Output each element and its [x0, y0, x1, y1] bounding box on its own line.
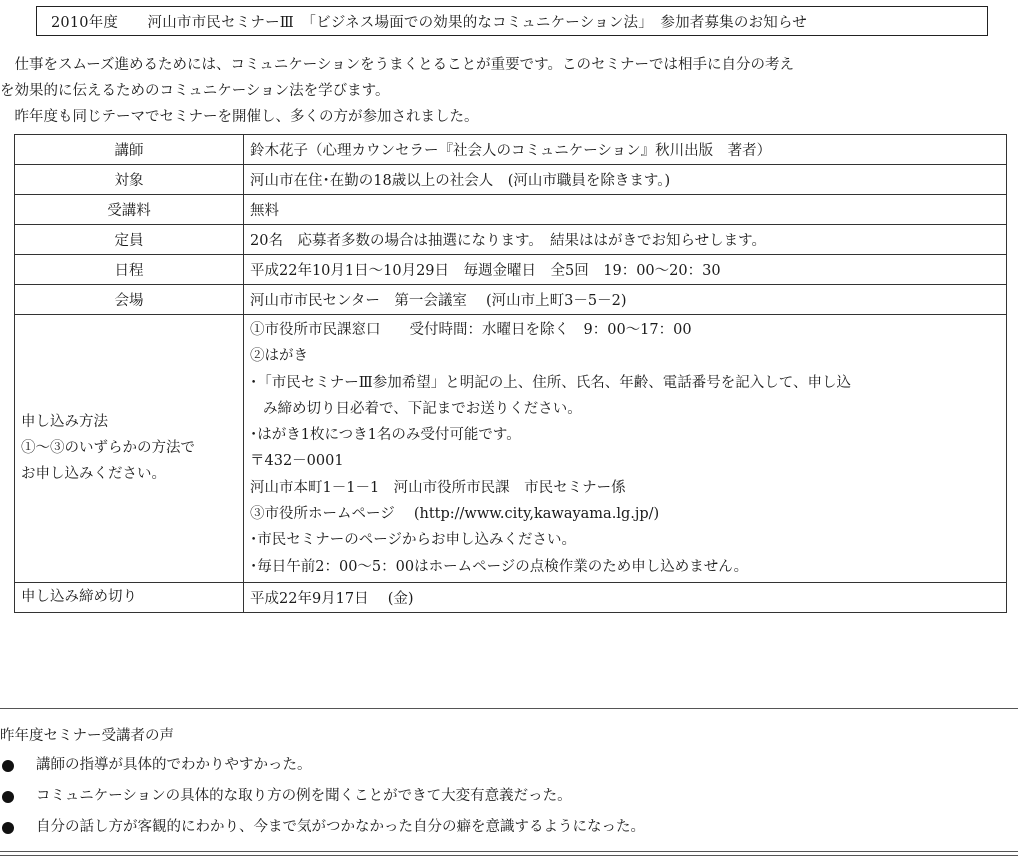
voice-text: 自分の話し方が客観的にわかり、今まで気がつかなかった自分の癖を意識するようになった。 — [36, 819, 645, 835]
label-capacity: 定員 — [15, 225, 244, 255]
notice-title-text: 2010年度 河山市市民セミナーⅢ 「ビジネス場面での効果的なコミュニケーション法」 参加者募集のお知らせ — [51, 14, 807, 31]
apply-line-9: ･市民セミナーのページからお申し込みください。 — [250, 532, 576, 549]
label-fee: 受講料 — [15, 195, 244, 225]
table-row-instructor — [15, 135, 1007, 165]
table-row-apply — [15, 315, 1007, 583]
apply-label-line-2: ①～③のいずらかの方法で — [21, 440, 195, 457]
table-row-target — [15, 165, 1007, 195]
apply-line-3: ･「市民セミナーⅢ参加希望」と明記の上、住所、氏名、年齢、電話番号を記入して、申し込 — [250, 374, 851, 391]
voice-text: コミュニケーションの具体的な取り方の例を聞くことができて大変有意義だった。 — [36, 788, 572, 804]
value-apply — [244, 315, 1007, 583]
apply-line-2: ②はがき — [250, 348, 308, 365]
apply-line-5: ･はがき1枚につき1名のみ受付可能です。 — [250, 427, 521, 444]
value-instructor: 鈴木花子（心理カウンセラー『社会人のコミュニケーション』秋川出版 著者） — [244, 135, 1007, 165]
voice-text: 講師の指導が具体的でわかりやすかった。 — [36, 757, 312, 773]
label-target: 対象 — [15, 165, 244, 195]
table-row-capacity — [15, 225, 1007, 255]
bullet-icon — [2, 760, 14, 772]
label-deadline: 申し込み締め切り — [15, 582, 244, 612]
apply-line-7: 河山市本町1－1－1 河山市役所市民課 市民セミナー係 — [250, 479, 626, 496]
voice-item — [0, 750, 1018, 781]
label-schedule: 日程 — [15, 255, 244, 285]
bullet-icon — [2, 822, 14, 834]
value-target: 河山市在住･在勤の18歳以上の社会人 (河山市職員を除きます。) — [244, 165, 1007, 195]
table-row-deadline — [15, 582, 1007, 612]
intro-line-1: 仕事をスムーズ進めるためには、コミュニケーションをうまくとることが重要です。このセミナーでは相手に自分の考え — [14, 57, 795, 73]
value-venue: 河山市市民センター 第一会議室 (河山市上町3－5－2) — [244, 285, 1007, 315]
label-venue: 会場 — [15, 285, 244, 315]
value-capacity: 20名 応募者多数の場合は抽選になります。 結果ははがきでお知らせします。 — [244, 225, 1007, 255]
seminar-info-table — [14, 134, 1007, 613]
apply-line-10: ･毎日午前2：00～5：00はホームページの点検作業のため申し込めません。 — [250, 558, 749, 575]
voice-item — [0, 781, 1018, 812]
apply-label-line-3: お申し込みください。 — [21, 466, 166, 483]
apply-line-4: み締め切り日必着で、下記までお送りください。 — [263, 400, 582, 417]
label-apply — [15, 315, 244, 583]
section-divider-bottom — [0, 851, 1018, 852]
table-row-schedule — [15, 255, 1007, 285]
notice-title — [36, 6, 988, 36]
voices-heading: 昨年度セミナー受講者の声 — [0, 728, 174, 744]
value-deadline: 平成22年9月17日 (金) — [244, 582, 1007, 612]
value-schedule: 平成22年10月1日～10月29日 毎週金曜日 全5回 19：00～20：30 — [244, 255, 1007, 285]
apply-line-1: ①市役所市民課窓口 受付時間：水曜日を除く 9：00～17：00 — [250, 322, 692, 338]
label-instructor: 講師 — [15, 135, 244, 165]
bullet-icon — [2, 791, 14, 803]
value-fee: 無料 — [244, 195, 1007, 225]
apply-line-6: 〒432－0001 — [250, 453, 344, 470]
section-divider-bottom-double — [0, 855, 1018, 856]
table-row-venue — [15, 285, 1007, 315]
apply-label-line-1: 申し込み方法 — [21, 414, 108, 431]
intro-paragraph — [0, 52, 1018, 130]
intro-line-2: を効果的に伝えるためのコミュニケーション法を学びます。 — [0, 83, 390, 99]
table-row-fee — [15, 195, 1007, 225]
intro-line-3: 昨年度も同じテーマでセミナーを開催し、多くの方が参加されました。 — [14, 109, 479, 125]
voices-section — [0, 722, 1018, 843]
section-divider-top — [0, 708, 1018, 709]
apply-line-8: ③市役所ホームページ (http://www.city,kawayama.lg.jp/) — [250, 506, 660, 523]
voice-item — [0, 812, 1018, 843]
